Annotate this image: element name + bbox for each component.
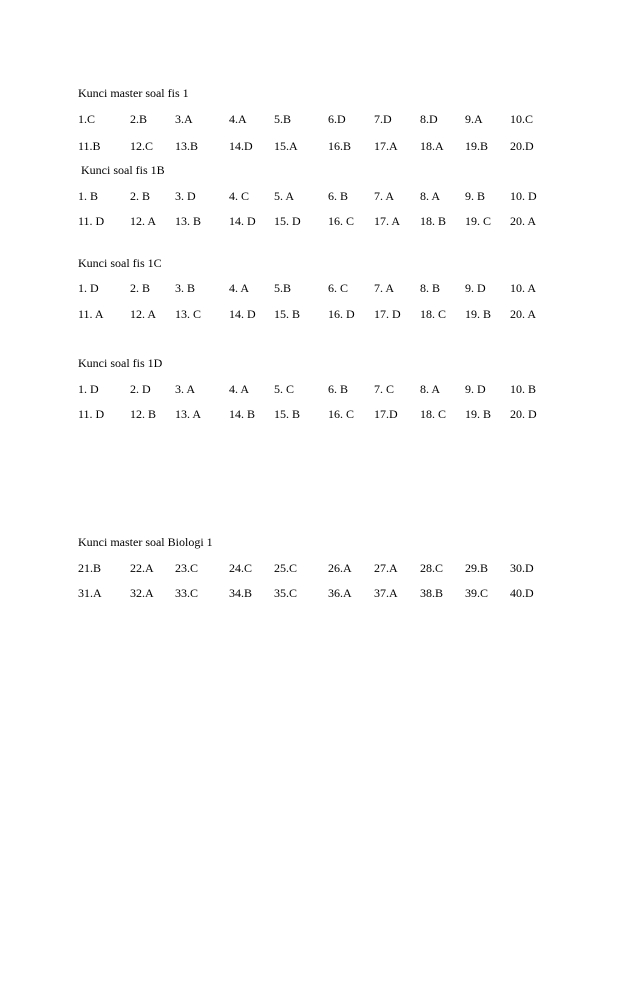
section-title: Kunci soal fis 1D: [78, 356, 163, 370]
answer-cell: 5.B: [274, 112, 292, 126]
answer-cell: 18. C: [420, 307, 447, 321]
answer-cell: 15. D: [274, 214, 301, 228]
answer-cell: 28.C: [420, 561, 444, 575]
answer-cell: 37.A: [374, 586, 398, 600]
answer-cell: 8. A: [420, 189, 441, 203]
answer-cell: 7. A: [374, 189, 395, 203]
answer-cell: 11. A: [78, 307, 104, 321]
answer-cell: 19. C: [465, 214, 492, 228]
answer-cell: 1. D: [78, 281, 99, 295]
answer-cell: 15. B: [274, 307, 301, 321]
answer-cell: 2. B: [130, 189, 151, 203]
answer-cell: 4. A: [229, 281, 250, 295]
section-title: Kunci soal fis 1C: [78, 256, 162, 270]
answer-cell: 40.D: [510, 586, 534, 600]
answer-cell: 21.B: [78, 561, 102, 575]
answer-cell: 10. A: [510, 281, 537, 295]
answer-cell: 4. A: [229, 382, 250, 396]
answer-cell: 32.A: [130, 586, 154, 600]
section-title: Kunci master soal fis 1: [78, 86, 189, 100]
answer-cell: 9. D: [465, 281, 486, 295]
answer-cell: 18. B: [420, 214, 447, 228]
answer-cell: 26.A: [328, 561, 352, 575]
answer-cell: 14.D: [229, 139, 253, 153]
answer-cell: 9. D: [465, 382, 486, 396]
answer-cell: 33.C: [175, 586, 199, 600]
answer-cell: 1.C: [78, 112, 96, 126]
answer-cell: 2.B: [130, 112, 148, 126]
answer-cell: 2. B: [130, 281, 151, 295]
answer-cell: 14. D: [229, 307, 256, 321]
answer-cell: 12. A: [130, 214, 157, 228]
answer-cell: 17. D: [374, 307, 401, 321]
answer-cell: 5. C: [274, 382, 295, 396]
answer-cell: 16. C: [328, 407, 355, 421]
answer-cell: 20. D: [510, 407, 537, 421]
answer-cell: 38.B: [420, 586, 444, 600]
answer-cell: 39.C: [465, 586, 489, 600]
answer-cell: 16. D: [328, 307, 355, 321]
answer-cell: 16. C: [328, 214, 355, 228]
answer-cell: 12. A: [130, 307, 157, 321]
answer-cell: 1. B: [78, 189, 99, 203]
answer-cell: 20. A: [510, 307, 537, 321]
answer-cell: 3.A: [175, 112, 193, 126]
answer-cell: 11.B: [78, 139, 101, 153]
answer-cell: 27.A: [374, 561, 398, 575]
answer-cell: 30.D: [510, 561, 534, 575]
answer-cell: 20. A: [510, 214, 537, 228]
answer-cell: 12.C: [130, 139, 154, 153]
answer-cell: 34.B: [229, 586, 253, 600]
answer-cell: 13. C: [175, 307, 202, 321]
answer-cell: 7. C: [374, 382, 395, 396]
answer-cell: 8.D: [420, 112, 438, 126]
answer-cell: 1. D: [78, 382, 99, 396]
answer-cell: 23.C: [175, 561, 199, 575]
answer-cell: 5. A: [274, 189, 295, 203]
answer-cell: 18.A: [420, 139, 444, 153]
answer-cell: 7. A: [374, 281, 395, 295]
answer-cell: 5.B: [274, 281, 292, 295]
answer-cell: 17.D: [374, 407, 398, 421]
answer-cell: 18. C: [420, 407, 447, 421]
answer-cell: 6. B: [328, 382, 349, 396]
answer-cell: 4. C: [229, 189, 250, 203]
answer-cell: 12. B: [130, 407, 157, 421]
answer-cell: 17. A: [374, 214, 401, 228]
answer-cell: 10.C: [510, 112, 534, 126]
answer-cell: 10. D: [510, 189, 537, 203]
answer-cell: 6. C: [328, 281, 349, 295]
answer-cell: 19. B: [465, 307, 492, 321]
answer-cell: 13. A: [175, 407, 202, 421]
answer-cell: 15.A: [274, 139, 298, 153]
answer-cell: 14. D: [229, 214, 256, 228]
answer-cell: 29.B: [465, 561, 489, 575]
answer-cell: 16.B: [328, 139, 352, 153]
answer-cell: 2. D: [130, 382, 151, 396]
answer-cell: 6.D: [328, 112, 346, 126]
answer-cell: 15. B: [274, 407, 301, 421]
answer-cell: 9. B: [465, 189, 486, 203]
answer-cell: 3. A: [175, 382, 196, 396]
answer-cell: 8. B: [420, 281, 441, 295]
answer-cell: 22.A: [130, 561, 154, 575]
answer-cell: 13.B: [175, 139, 199, 153]
answer-cell: 11. D: [78, 214, 105, 228]
answer-cell: 3. D: [175, 189, 196, 203]
answer-cell: 19. B: [465, 407, 492, 421]
answer-cell: 25.C: [274, 561, 298, 575]
section-title: Kunci master soal Biologi 1: [78, 535, 213, 549]
answer-cell: 24.C: [229, 561, 253, 575]
answer-cell: 6. B: [328, 189, 349, 203]
answer-cell: 3. B: [175, 281, 196, 295]
answer-cell: 13. B: [175, 214, 202, 228]
answer-cell: 19.B: [465, 139, 489, 153]
answer-cell: 11. D: [78, 407, 105, 421]
answer-cell: 9.A: [465, 112, 483, 126]
answer-cell: 7.D: [374, 112, 392, 126]
answer-cell: 10. B: [510, 382, 537, 396]
answer-cell: 14. B: [229, 407, 256, 421]
answer-cell: 8. A: [420, 382, 441, 396]
answer-cell: 17.A: [374, 139, 398, 153]
answer-cell: 20.D: [510, 139, 534, 153]
answer-cell: 36.A: [328, 586, 352, 600]
answer-cell: 35.C: [274, 586, 298, 600]
section-title: Kunci soal fis 1B: [78, 163, 165, 177]
answer-cell: 31.A: [78, 586, 102, 600]
answer-cell: 4.A: [229, 112, 247, 126]
